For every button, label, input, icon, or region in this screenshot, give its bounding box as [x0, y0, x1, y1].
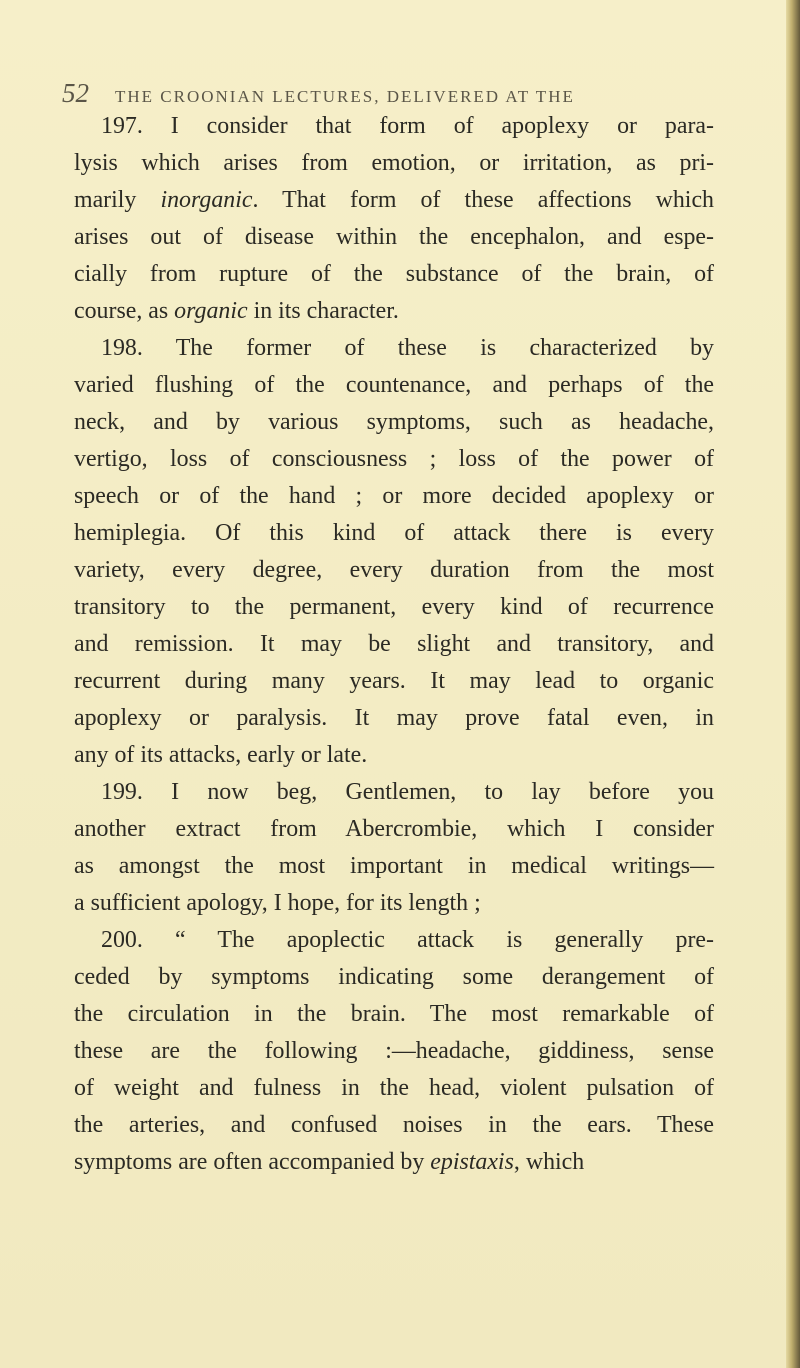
paragraph [74, 774, 714, 922]
text-line: any of its attacks, early or late. [74, 742, 368, 768]
text-line: 200. “ The apoplectic attack is generally pre- [101, 927, 714, 953]
page-edge [786, 0, 800, 1368]
text-line: symptoms are often accompanied by epistaxis, which [74, 1149, 585, 1175]
text-line: ceded by symptoms indicating some derangement of [74, 964, 714, 990]
text-line: vertigo, loss of consciousness ; loss of the power of [74, 446, 714, 472]
text-line: varied flushing of the countenance, and perhaps of the [74, 372, 714, 398]
text-line: another extract from Abercrombie, which I consider [74, 816, 714, 842]
text-line: course, as organic in its character. [74, 298, 399, 324]
text-line: arises out of disease within the encephalon, and espe- [74, 224, 714, 250]
text-line: and remission. It may be slight and transitory, and [74, 631, 714, 657]
running-head: THE CROONIAN LECTURES, DELIVERED AT THE [115, 87, 575, 106]
text-line: hemiplegia. Of this kind of attack there is every [74, 520, 714, 546]
text-line: 197. I consider that form of apoplexy or para- [101, 113, 714, 139]
text-line: marily inorganic. That form of these affections which [74, 187, 714, 213]
text-line: variety, every degree, every duration from the most [74, 557, 714, 583]
body-text [74, 108, 714, 1181]
page-number: 52 [62, 78, 89, 108]
text-line: speech or of the hand ; or more decided apoplexy or [74, 483, 714, 509]
text-line: transitory to the permanent, every kind of recurrence [74, 594, 714, 620]
text-line: a sufficient apology, I hope, for its length ; [74, 890, 481, 916]
paragraph [74, 922, 714, 1181]
text-line: 199. I now beg, Gentlemen, to lay before you [101, 779, 714, 805]
paragraph [74, 330, 714, 774]
text-line: lysis which arises from emotion, or irritation, as pri- [74, 150, 714, 176]
paragraph [74, 108, 714, 330]
text-line: as amongst the most important in medical writings— [74, 853, 714, 879]
text-line: of weight and fulness in the head, violent pulsation of [74, 1075, 714, 1101]
text-line: 198. The former of these is characterized by [101, 335, 714, 361]
text-line: the circulation in the brain. The most remarkable of [74, 1001, 714, 1027]
text-line: recurrent during many years. It may lead to organic [74, 668, 714, 694]
text-line: apoplexy or paralysis. It may prove fatal even, in [74, 705, 714, 731]
text-line: neck, and by various symptoms, such as headache, [74, 409, 714, 435]
text-line: these are the following :—headache, giddiness, sense [74, 1038, 714, 1064]
text-line: cially from rupture of the substance of the brain, of [74, 261, 714, 287]
page-header [62, 78, 682, 109]
text-line: the arteries, and confused noises in the ears. These [74, 1112, 714, 1138]
